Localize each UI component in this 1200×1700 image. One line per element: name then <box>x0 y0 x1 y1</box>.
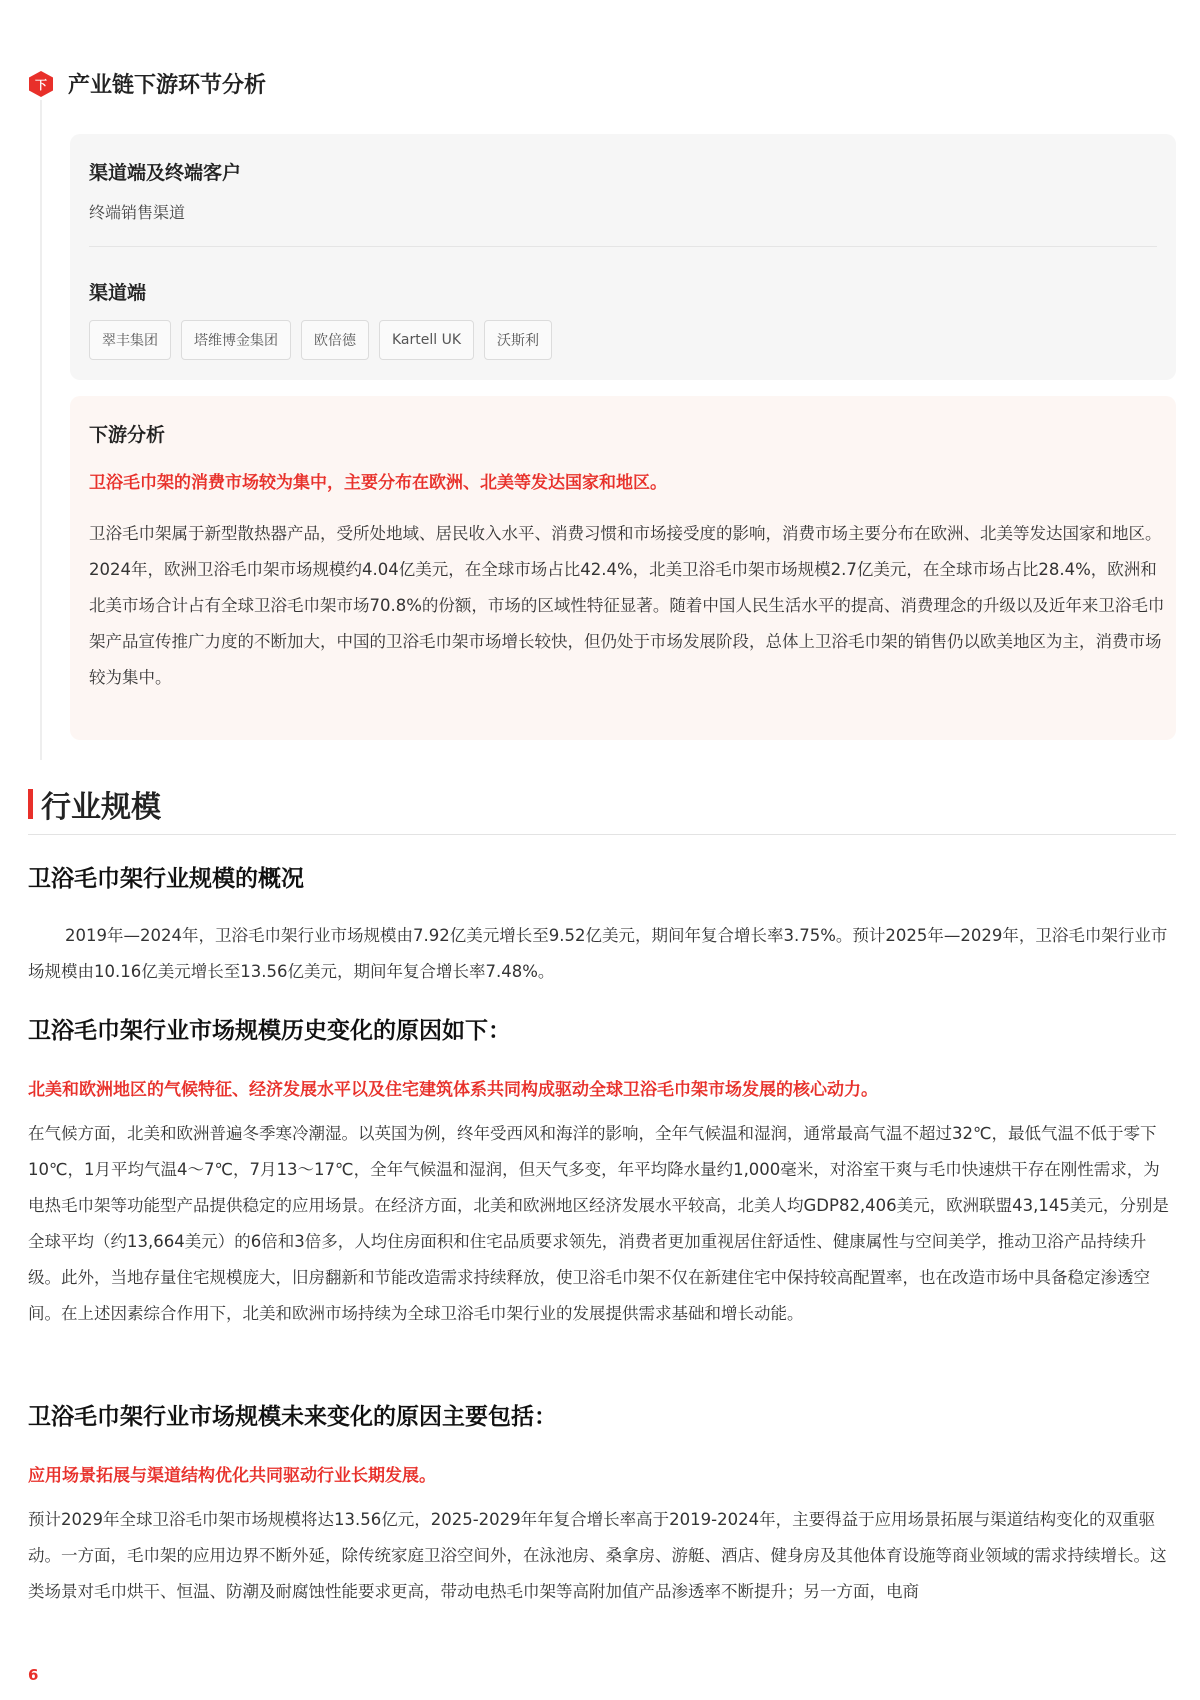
history-heading: 卫浴毛巾架行业市场规模历史变化的原因如下： <box>28 1018 511 1044</box>
page-number: 6 <box>28 1666 39 1684</box>
analysis-lead: 卫浴毛巾架的消费市场较为集中，主要分布在欧洲、北美等发达国家和地区。 <box>89 473 667 493</box>
analysis-card-title: 下游分析 <box>89 424 166 446</box>
downstream-section-header <box>28 68 266 99</box>
hexagon-down-icon <box>28 70 54 98</box>
channel-tag[interactable]: 塔维博金集团 <box>181 320 291 360</box>
history-lead: 北美和欧洲地区的气候特征、经济发展水平以及住宅建筑体系共同构成驱动全球卫浴毛巾架市场发展的核心动力。 <box>28 1080 878 1100</box>
future-heading: 卫浴毛巾架行业市场规模未来变化的原因主要包括： <box>28 1404 557 1430</box>
channel-tags <box>89 320 552 360</box>
channel-tag[interactable]: 沃斯利 <box>484 320 552 360</box>
downstream-analysis-card <box>70 396 1176 740</box>
section-title: 产业链下游环节分析 <box>68 73 267 98</box>
channel-tag[interactable]: 翠丰集团 <box>89 320 171 360</box>
analysis-body: 卫浴毛巾架属于新型散热器产品，受所处地域、居民收入水平、消费习惯和市场接受度的影响，消费市场主要分布在欧洲、北美等发达国家和地区。2024年，欧洲卫浴毛巾架市场规模约4.04亿美元，在全球市场占比42.4%，北美卫浴毛巾架市场规模2.7亿美元，在全球市场占比28.4%，欧洲和北美市场合计占有全球卫浴毛巾架市场70.8%的份额，市场的区域性特征显著。随着中国人民生活水平的提高、消费理念的升级以及近年来卫浴毛巾架产品宣传推广力度的不断加大，中国的卫浴毛巾架市场增长较快，但仍处于市场发展阶段，总体上卫浴毛巾架的销售仍以欧美地区为主，消费市场较为集中。 <box>89 524 1165 687</box>
future-paragraph: 预计2029年全球卫浴毛巾架市场规模将达13.56亿元，2025-2029年年复合增长率高于2019-2024年，主要得益于应用场景拓展与渠道结构变化的双重驱动。一方面，毛巾架的应用边界不断外延，除传统家庭卫浴空间外，在泳池房、桑拿房、游艇、酒店、健身房及其他体育设施等商业领域的需求持续增长。这类场景对毛巾烘干、恒温、防潮及耐腐蚀性能要求更高，带动电热毛巾架等高附加值产品渗透率不断提升；另一方面，电商 <box>28 1510 1167 1601</box>
card-divider <box>89 246 1157 247</box>
history-paragraph: 在气候方面，北美和欧洲普遍冬季寒冷潮湿。以英国为例，终年受西风和海洋的影响，全年气候温和湿润，通常最高气温不超过32℃，最低气温不低于零下10℃，1月平均气温4～7℃，7月13～17℃，全年气候温和湿润，但天气多变，年平均降水量约1,000毫米，对浴室干爽与毛巾快速烘干存在刚性需求，为电热毛巾架等功能型产品提供稳定的应用场景。在经济方面，北美和欧洲地区经济发展水平较高，北美人均GDP82,406美元，欧洲联盟43,145美元，分别是全球平均（约13,664美元）的6倍和3倍多，人均住房面积和住宅品质要求领先，消费者更加重视居住舒适性、健康属性与空间美学，推动卫浴产品持续升级。此外，当地存量住宅规模庞大，旧房翻新和节能改造需求持续释放，使卫浴毛巾架不仅在新建住宅中保持较高配置率，也在改造市场中具备稳定渗透空间。在上述因素综合作用下，北美和欧洲市场持续为全球卫浴毛巾架行业的发展提供需求基础和增长动能。 <box>28 1124 1169 1323</box>
industry-scale-title: 行业规模 <box>41 790 161 825</box>
industry-scale-header <box>28 782 161 826</box>
channel-card-subtitle: 终端销售渠道 <box>89 203 186 222</box>
overview-heading: 卫浴毛巾架行业规模的概况 <box>28 866 304 892</box>
channel-card-title: 渠道端及终端客户 <box>89 162 242 184</box>
channel-tag[interactable]: 欧倍德 <box>301 320 369 360</box>
svg-text:下: 下 <box>34 77 48 92</box>
timeline-line <box>40 100 42 760</box>
channel-card <box>70 134 1176 380</box>
future-lead: 应用场景拓展与渠道结构优化共同驱动行业长期发展。 <box>28 1466 436 1486</box>
channel-title: 渠道端 <box>89 282 147 304</box>
title-accent-bar <box>28 789 33 819</box>
section-divider <box>28 834 1176 835</box>
channel-tag[interactable]: Kartell UK <box>379 320 474 360</box>
overview-paragraph: 2019年—2024年，卫浴毛巾架行业市场规模由7.92亿美元增长至9.52亿美元，期间年复合增长率3.75%。预计2025年—2029年，卫浴毛巾架行业市场规模由10.16亿美元增长至13.56亿美元，期间年复合增长率7.48%。 <box>28 926 1168 981</box>
